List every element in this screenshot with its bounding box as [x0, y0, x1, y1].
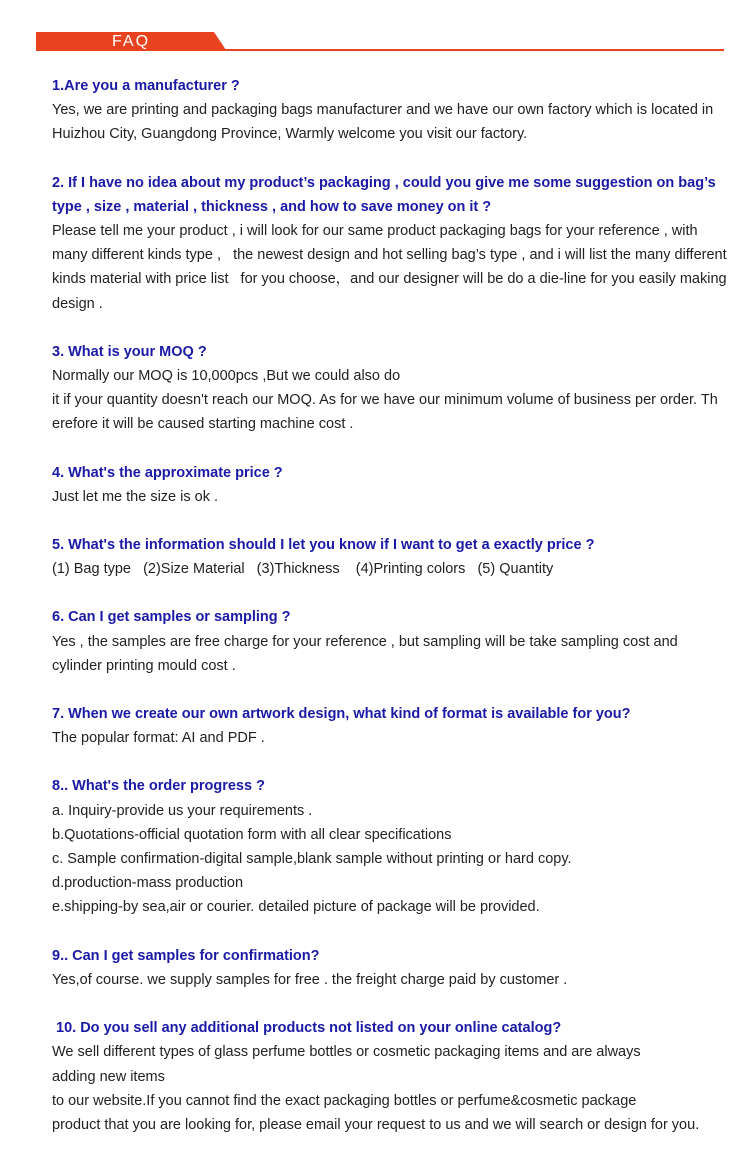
faq-answer: [52, 799, 732, 920]
faq-answer-line: design .: [52, 295, 103, 312]
faq-answer-line: a. Inquiry-provide us your requirements .: [52, 802, 313, 819]
faq-item-2: [52, 171, 732, 316]
faq-item-1: [52, 74, 732, 147]
faq-answer-line: Yes, we are printing and packaging bags manufacturer and we have our own factory which is located in: [52, 102, 714, 119]
faq-answer-line: cylinder printing mould cost .: [52, 657, 236, 674]
faq-item-4: [52, 461, 732, 509]
faq-answer-line: it if your quantity doesn't reach our MOQ. As for we have our minimum volume of business per order. Th: [52, 392, 718, 409]
faq-list: [52, 74, 732, 1161]
faq-answer: [52, 630, 732, 678]
faq-answer: [52, 485, 732, 509]
faq-answer: [52, 726, 732, 750]
faq-answer-line: Just let me the size is ok .: [52, 488, 219, 505]
faq-question: 8.. What's the order progress ?: [52, 778, 265, 795]
faq-answer-line: c. Sample confirmation-digital sample,blank sample without printing or hard copy.: [52, 851, 572, 868]
faq-question-line: type , size , material , thickness , and how to save money on it ?: [52, 198, 492, 215]
faq-answer: [52, 557, 732, 581]
faq-answer-line: product that you are looking for, please email your request to us and we will search or design for you.: [52, 1116, 700, 1133]
faq-answer-line: d.production-mass production: [52, 875, 244, 892]
faq-item-3: [52, 340, 732, 437]
faq-answer-line: many different kinds type , the newest design and hot selling bag’s type , and i will list the many different: [52, 247, 727, 264]
faq-answer-line: to our website.If you cannot find the exact packaging bottles or perfume&cosmetic package: [52, 1092, 637, 1109]
faq-question: 4. What's the approximate price ?: [52, 464, 283, 481]
faq-answer: [52, 219, 732, 316]
faq-answer-line: adding new items: [52, 1068, 165, 1085]
faq-question: 1.Are you a manufacturer ?: [52, 78, 240, 94]
faq-answer-line: Huizhou City, Guangdong Province, Warmly welcome you visit our factory.: [52, 126, 528, 143]
faq-answer-line: b.Quotations-official quotation form with all clear specifications: [52, 826, 452, 843]
faq-answer: [52, 1040, 732, 1137]
faq-answer: [52, 968, 732, 992]
faq-item-6: [52, 605, 732, 678]
faq-answer-line: The popular format: AI and PDF .: [52, 730, 265, 747]
faq-question: 3. What is your MOQ ?: [52, 343, 207, 360]
faq-answer: [52, 98, 732, 146]
faq-answer-line: kinds material with price list for you choose，and our designer will be do a die-line for you easily making: [52, 271, 727, 288]
faq-item-10: [52, 1016, 732, 1137]
faq-answer: [52, 364, 732, 437]
faq-question: 9.. Can I get samples for confirmation?: [52, 947, 320, 964]
faq-question: 6. Can I get samples or sampling ?: [52, 609, 291, 626]
faq-question: 7. When we create our own artwork design, what kind of format is available for you?: [52, 706, 631, 723]
faq-answer-line: Yes,of course. we supply samples for free . the freight charge paid by customer .: [52, 971, 568, 988]
faq-item-9: [52, 944, 732, 992]
faq-question: 10. Do you sell any additional products not listed on your online catalog?: [52, 1020, 562, 1037]
faq-question: [52, 171, 732, 219]
faq-question: 5. What's the information should I let you know if I want to get a exactly price ?: [52, 537, 595, 554]
faq-title: FAQ: [112, 33, 151, 50]
faq-answer-line: Normally our MOQ is 10,000pcs ,But we could also do: [52, 368, 401, 385]
faq-answer-line: We sell different types of glass perfume bottles or cosmetic packaging items and are always: [52, 1044, 641, 1061]
faq-question-line: 2. If I have no idea about my product’s packaging , could you give me some suggestion on bag’s: [52, 174, 716, 191]
faq-answer-line: e.shipping-by sea,air or courier. detailed picture of package will be provided.: [52, 899, 540, 916]
faq-item-5: [52, 533, 732, 581]
faq-item-7: [52, 702, 732, 750]
faq-item-8: [52, 774, 732, 919]
faq-answer-line: (1) Bag type (2)Size Material (3)Thickness (4)Printing colors (5) Quantity: [52, 561, 554, 578]
faq-answer-line: erefore it will be caused starting machine cost .: [52, 416, 354, 433]
faq-answer-line: Please tell me your product , i will look for our same product packaging bags for your reference , with: [52, 223, 698, 240]
faq-answer-line: Yes , the samples are free charge for your reference , but sampling will be take sampling cost and: [52, 633, 678, 650]
